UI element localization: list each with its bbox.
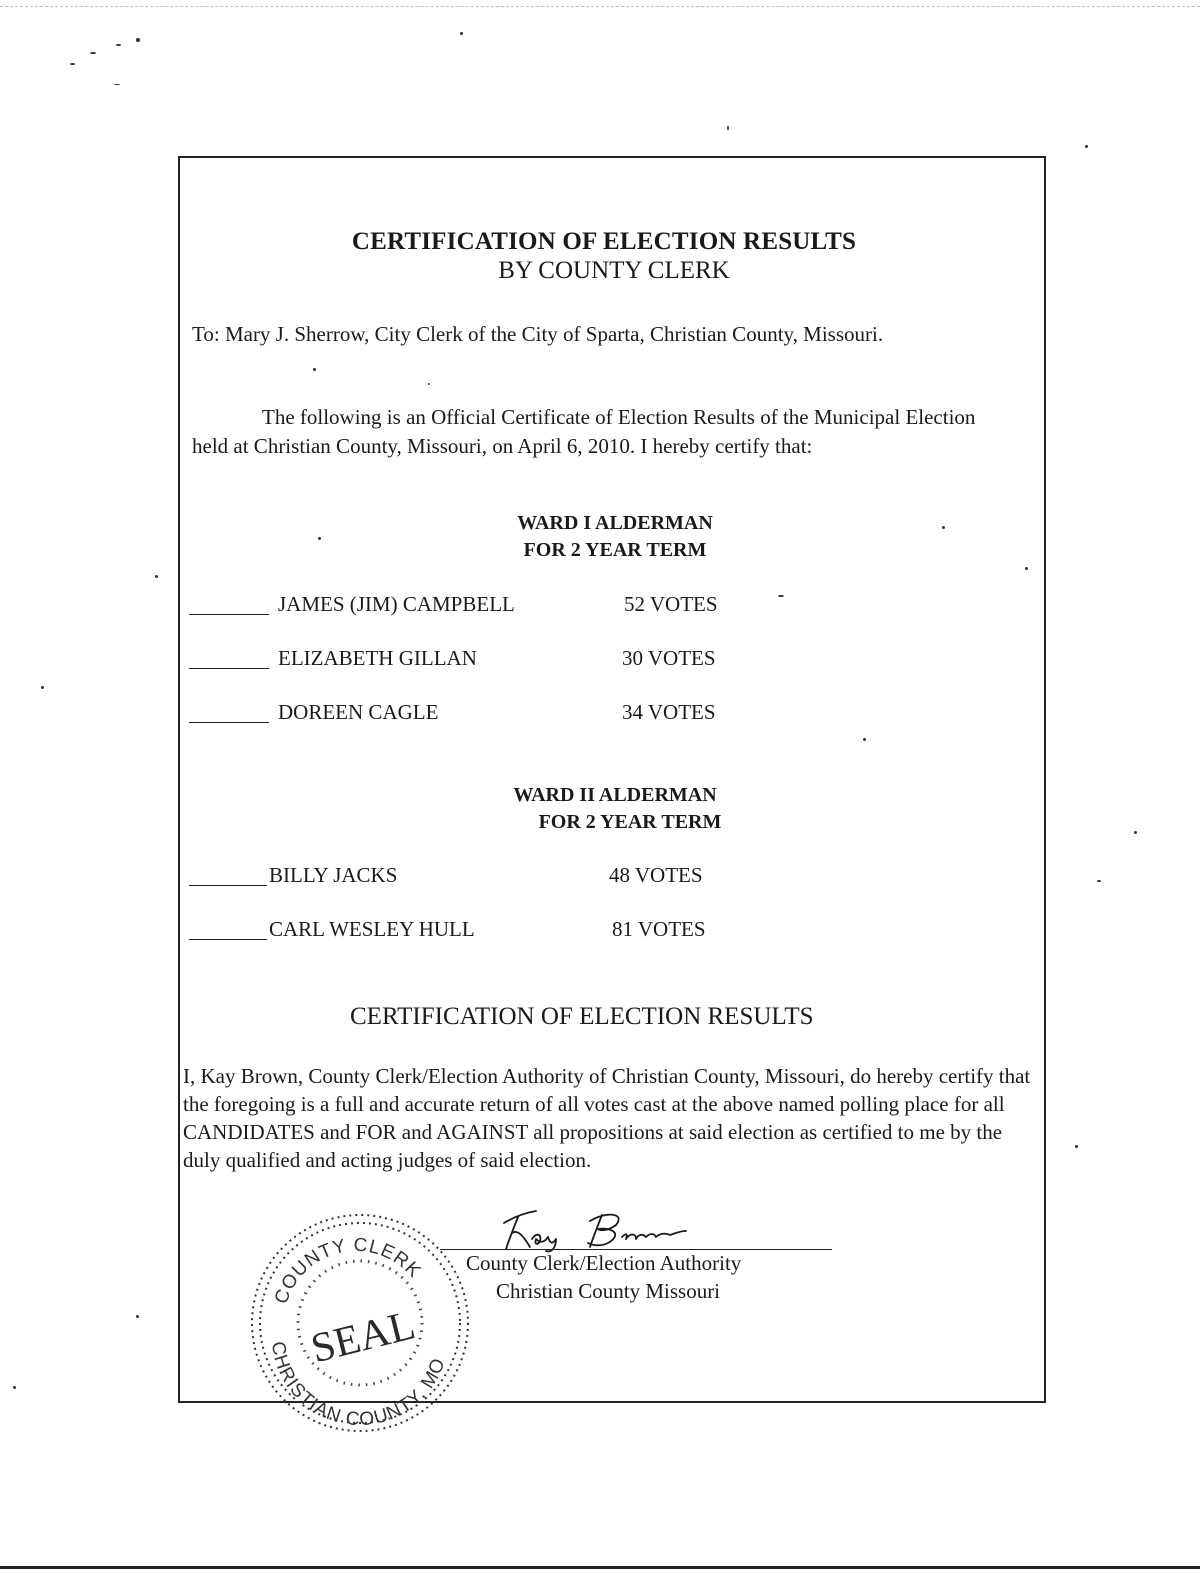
intro-paragraph <box>192 403 992 461</box>
seal-top-text: COUNTY CLERK <box>270 1234 426 1307</box>
scan-speck <box>41 686 44 689</box>
certification-title: CERTIFICATION OF ELECTION RESULTS <box>350 1003 814 1030</box>
scan-speck <box>1097 880 1101 882</box>
race-heading-ward-2 <box>470 782 760 836</box>
scan-speck <box>116 44 121 46</box>
candidate-votes: 34 VOTES <box>622 700 716 724</box>
vote-mark-blank <box>189 614 269 615</box>
vote-mark-blank <box>189 885 267 886</box>
candidate-votes: 81 VOTES <box>612 917 706 941</box>
vote-mark-blank <box>189 668 269 669</box>
scan-speck <box>114 84 120 85</box>
scan-edge-bottom <box>0 1566 1200 1569</box>
scan-speck <box>90 52 96 54</box>
candidate-votes: 30 VOTES <box>622 646 716 670</box>
svg-text:COUNTY CLERK <box>271 1235 425 1307</box>
addressee-line: To: Mary J. Sherrow, City Clerk of the City of Sparta, Christian County, Missouri. <box>192 322 884 346</box>
document-title: CERTIFICATION OF ELECTION RESULTS <box>351 228 857 255</box>
scan-edge-top <box>0 6 1200 7</box>
scan-speck <box>155 575 158 578</box>
candidate-votes: 48 VOTES <box>609 863 703 887</box>
county-clerk-seal <box>236 1205 486 1445</box>
race-heading-line: WARD II ALDERMAN <box>513 784 717 806</box>
signer-title: County Clerk/Election Authority <box>466 1251 742 1275</box>
certification-statement: I, Kay Brown, County Clerk/Election Authority of Christian County, Missouri, do hereby certify that the foregoing is a full and accurate return of all votes cast at the above named polling place for all CANDIDATES and FOR and AGAINST all propositions at said election as certified to me by the duly qualified and acting judges of said election. <box>183 1064 1031 1172</box>
handwritten-signature <box>490 1203 770 1253</box>
seal-center-text: SEAL <box>306 1302 420 1373</box>
candidate-name: JAMES (JIM) CAMPBELL <box>278 592 515 616</box>
race-heading-ward-1 <box>470 510 760 564</box>
scan-speck <box>727 126 729 130</box>
vote-mark-blank <box>189 722 269 723</box>
scan-speck <box>136 38 140 42</box>
candidate-name: ELIZABETH GILLAN <box>278 646 477 670</box>
scan-speck <box>1134 831 1137 834</box>
race-heading-line: FOR 2 YEAR TERM <box>523 539 707 561</box>
vote-mark-blank <box>189 939 267 940</box>
scan-speck <box>460 32 463 35</box>
signer-county: Christian County Missouri <box>496 1279 721 1303</box>
candidate-name: DOREEN CAGLE <box>278 700 439 724</box>
candidate-name: CARL WESLEY HULL <box>269 917 475 941</box>
intro-text: The following is an Official Certificate of Election Results of the Municipal Election held at Christian County, Missouri, on April 6, 2010. I hereby certify that: <box>192 405 976 458</box>
race-heading-line: FOR 2 YEAR TERM <box>538 811 722 833</box>
scan-speck <box>1085 145 1088 148</box>
scan-speck <box>1075 1145 1078 1148</box>
seal-bottom-text: CHRISTIAN COUNTY, MO <box>266 1340 450 1431</box>
scan-speck <box>13 1386 16 1389</box>
candidate-votes: 52 VOTES <box>624 592 718 616</box>
scan-speck <box>136 1315 139 1318</box>
scan-speck <box>70 63 75 65</box>
candidate-name: BILLY JACKS <box>269 863 398 887</box>
race-heading-line: WARD I ALDERMAN <box>517 512 713 534</box>
document-subtitle: BY COUNTY CLERK <box>498 257 730 284</box>
